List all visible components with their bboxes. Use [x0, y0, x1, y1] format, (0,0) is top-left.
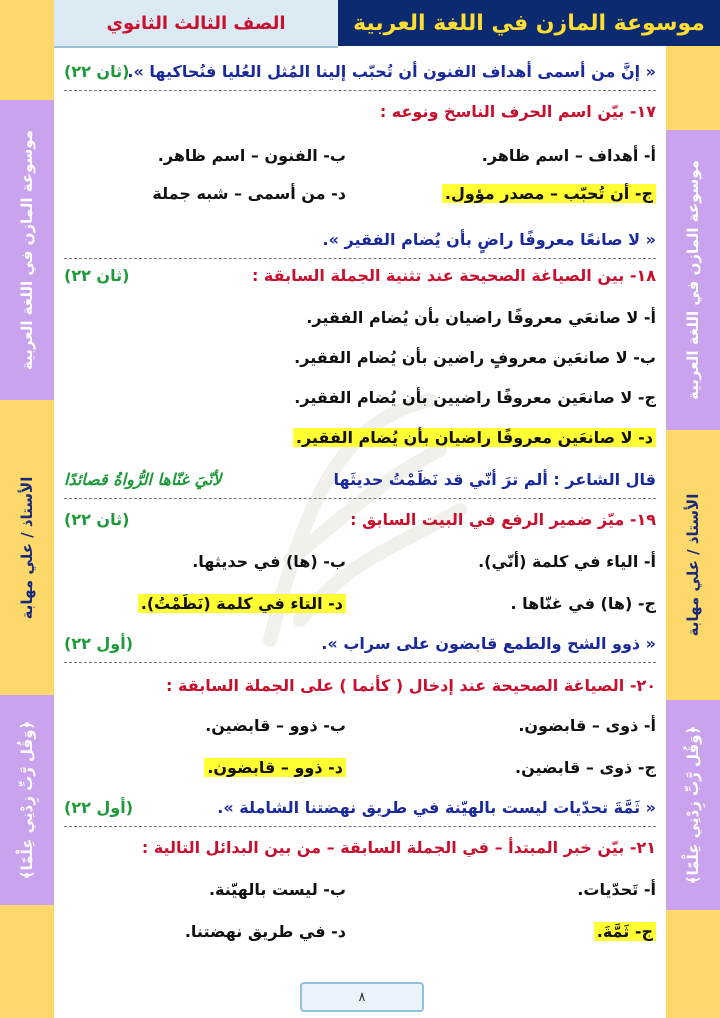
option-20-a[interactable]: أ- ذوى – قابضون.	[518, 716, 656, 735]
divider	[64, 826, 656, 827]
option-17-d[interactable]: د- من أسمى – شبه جملة	[152, 184, 346, 203]
option-18-c[interactable]: ج- لا صانعَين معروفًا راضيين بأن يُضام الفقير.	[294, 388, 656, 407]
question-21-text: ٢١- بيّن خبر المبتدأ – في الجملة السابقة – من بين البدائل التالية :	[141, 838, 656, 857]
option-21-d[interactable]: د- في طريق نهضتنا.	[184, 922, 346, 941]
left-band-teacher	[0, 400, 54, 695]
statement-20-text: « ذوو الشح والطمع قابضون على سراب ».	[321, 634, 656, 653]
right-band-bottom	[666, 910, 720, 1018]
right-band-top	[666, 46, 720, 130]
divider	[64, 498, 656, 499]
option-17-c-answer[interactable]: ج- أن تُحبّب – مصدر مؤول.	[442, 184, 656, 203]
statement-21-text: « ثَمَّةَ تحدّيات ليست بالهيّنة في طريق نهضتنا الشاملة ».	[217, 798, 656, 817]
option-18-b[interactable]: ب- لا صانعَين معروفٍ راضين بأن يُضام الفقير.	[294, 348, 656, 367]
statement-18-text: « لا صانعًا معروفًا راضٍ بأن يُضام الفقير ».	[322, 230, 656, 249]
right-band-verse	[666, 700, 720, 910]
source-tag-17: (ثان ٢٢)	[64, 62, 130, 81]
source-tag-20: (أول ٢٢)	[64, 634, 134, 653]
option-19-a[interactable]: أ- الياء في كلمة (أنّي).	[478, 552, 656, 571]
page-title: موسوعة المازن في اللغة العربية	[353, 10, 705, 36]
question-18-text: ١٨- بين الصياغة الصحيحة عند تثنية الجملة السابقة :	[251, 266, 656, 285]
verse-second-half: لأنّيَ غنّاها الرُّواةُ قصائدًا	[64, 470, 222, 489]
option-17-b[interactable]: ب- الفنون – اسم ظاهر.	[157, 146, 346, 165]
option-18-a[interactable]: أ- لا صانعَي معروفًا راضيان بأن يُضام الفقير.	[306, 308, 656, 327]
option-20-b[interactable]: ب- ذوو – قابضين.	[205, 716, 346, 735]
divider	[64, 662, 656, 663]
grade-banner	[54, 0, 338, 48]
left-series-text: موسوعة المازن في اللغة العربية	[18, 130, 36, 370]
left-band-top	[0, 0, 54, 100]
option-21-a[interactable]: أ- تَحدّيات.	[577, 880, 656, 899]
source-tag-18: (ثان ٢٢)	[64, 266, 130, 285]
option-19-d-answer[interactable]: د- التاء في كلمة (نَظَمْتُ).	[138, 594, 346, 613]
question-20-text: ٢٠- الصياغة الصحيحة عند إدخال ( كأنما ) على الجملة السابقة :	[166, 676, 656, 695]
left-band-verse	[0, 695, 54, 905]
left-teacher-text: الأستاذ / علي مهابة	[18, 476, 36, 619]
source-tag-19: (ثان ٢٢)	[64, 510, 130, 529]
question-17-text: ١٧- بيّن اسم الحرف الناسخ ونوعه :	[379, 102, 656, 121]
option-21-b[interactable]: ب- ليست بالهيّنة.	[208, 880, 346, 899]
question-19-text: ١٩- ميّز ضمير الرفع في البيت السابق :	[350, 510, 656, 529]
verse-first-half: قال الشاعر : ألم ترَ أنّي قد نَظَمْتُ حديثَها	[333, 470, 656, 489]
page-number-box	[300, 982, 424, 1012]
divider	[64, 258, 656, 259]
option-19-b[interactable]: ب- (ها) في حديثها.	[192, 552, 346, 571]
title-banner	[338, 0, 720, 46]
page-number: ٨	[358, 989, 366, 1005]
source-tag-21: (أول ٢٢)	[64, 798, 134, 817]
option-21-c-answer[interactable]: ج- ثَمَّةَ.	[594, 922, 656, 941]
left-verse-text: ﴿وَقُل رَّبِّ زِدْنِي عِلْمًا﴾	[18, 720, 36, 880]
statement-17-text: « إنَّ من أسمى أهداف الفنون أن تُحبّب إلينا المُثل العُليا فنُحاكيها ».	[127, 62, 656, 81]
right-teacher-text: الأستاذ / علي مهابة	[684, 493, 702, 637]
option-20-d-answer[interactable]: د- ذوو – قابضون.	[204, 758, 346, 777]
option-19-c[interactable]: ج- (ها) في غنّاها .	[510, 594, 656, 613]
option-20-c[interactable]: ج- ذوى – قابضين.	[515, 758, 656, 777]
right-verse-text: ﴿وَقُل رَّبِّ زِدْنِي عِلْمًا﴾	[684, 725, 702, 885]
right-series-text: موسوعة المازن في اللغة العربية	[684, 160, 702, 400]
option-18-d-answer[interactable]: د- لا صانعَين معروفًا راضيان بأن يُضام الفقير.	[293, 428, 656, 447]
left-band-bottom	[0, 905, 54, 1018]
right-band-teacher	[666, 430, 720, 700]
grade-label: الصف الثالث الثانوي	[106, 12, 286, 34]
right-band-series	[666, 130, 720, 430]
option-17-a[interactable]: أ- أهداف – اسم ظاهر.	[481, 146, 656, 165]
divider	[64, 90, 656, 91]
left-band-series	[0, 100, 54, 400]
